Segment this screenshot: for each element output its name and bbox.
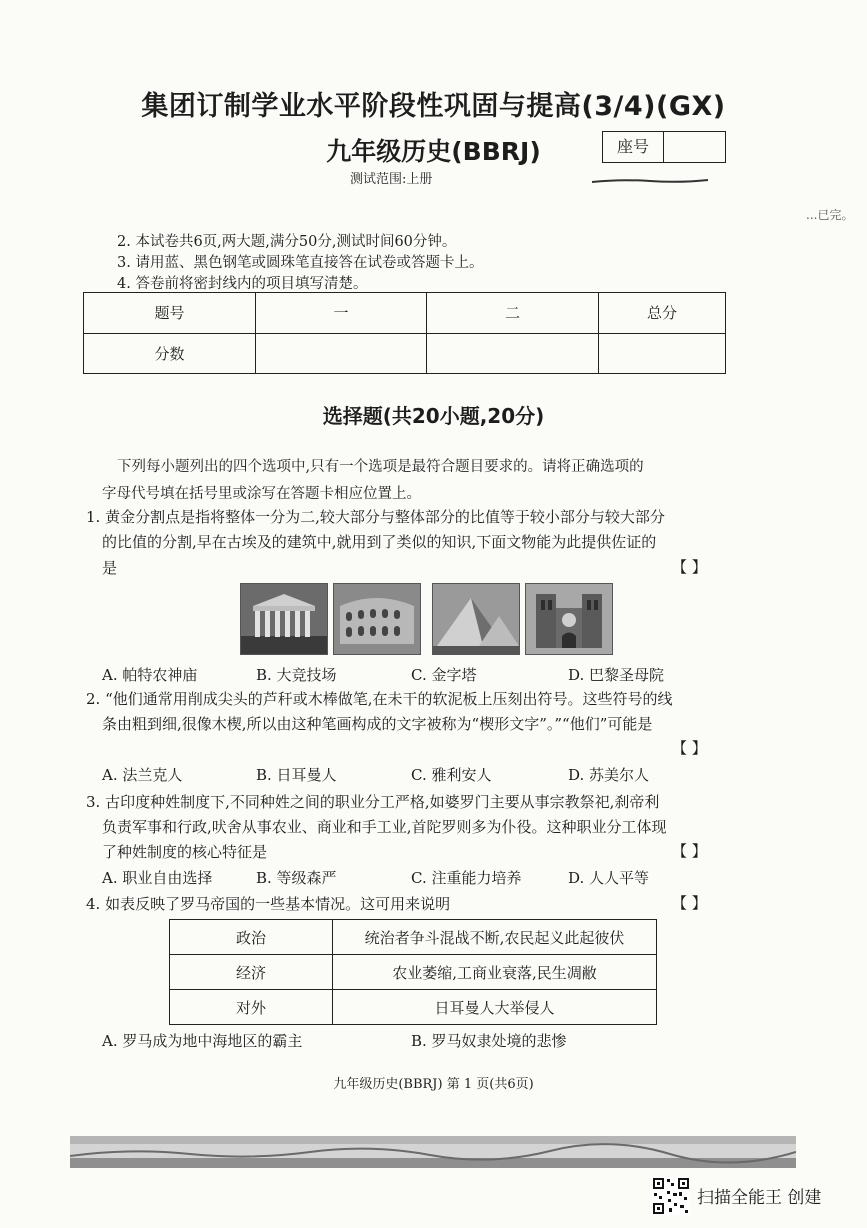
seat-label: 座号	[603, 132, 664, 162]
section-intro-2: 字母代号填在括号里或涂写在答题卡相应位置上。	[102, 486, 421, 502]
q1-option-b[interactable]: B. 大竞技场	[256, 666, 337, 684]
q1-option-d[interactable]: D. 巴黎圣母院	[568, 666, 665, 684]
exam-subtitle: 九年级历史(BBRJ)	[326, 137, 541, 166]
q1-option-c[interactable]: C. 金字塔	[411, 666, 477, 684]
q3-option-d[interactable]: D. 人人平等	[568, 869, 650, 887]
rome-table-aspect: 政治	[170, 920, 333, 955]
page-footer: 九年级历史(BBRJ) 第 1 页(共6页)	[333, 1077, 534, 1092]
q4-option-b[interactable]: B. 罗马奴隶处境的悲惨	[411, 1032, 567, 1050]
q3-line-2: 负责军事和行政,吠舍从事农业、商业和手工业,首陀罗则多为仆役。这种职业分工体现	[102, 818, 667, 836]
q1-line-2: 的比值的分割,早在古埃及的建筑中,就用到了类似的知识,下面文物能为此提供佐证的	[102, 533, 657, 551]
q2-line-1: 2. “他们通常用削成尖头的芦秆或木棒做笔,在未干的软泥板上压刻出符号。这些符号的线	[86, 690, 673, 708]
score-header-item: 题号	[84, 293, 256, 334]
parthenon-photo	[240, 583, 328, 655]
instruction-4: 4. 答卷前将密封线内的项目填写清楚。	[117, 276, 368, 292]
rome-table-detail: 统治者争斗混战不断,农民起义此起彼伏	[333, 920, 657, 955]
q1-line-3: 是	[102, 559, 118, 577]
colosseum-photo	[333, 583, 421, 655]
section-intro-1: 下列每小题列出的四个选项中,只有一个选项是最符合题目要求的。请将正确选项的	[117, 459, 644, 475]
q3-option-b[interactable]: B. 等级森严	[256, 869, 337, 887]
rome-table-detail: 日耳曼人大举侵人	[333, 990, 657, 1025]
q3-answer-bracket[interactable]: 【 】	[672, 842, 707, 860]
instruction-2: 2. 本试卷共6页,两大题,满分50分,测试时间60分钟。	[117, 234, 457, 250]
q4-option-a[interactable]: A. 罗马成为地中海地区的霸主	[102, 1032, 303, 1050]
q2-option-c[interactable]: C. 雅利安人	[411, 766, 492, 784]
qr-code-icon	[652, 1177, 690, 1215]
score-table	[83, 292, 726, 374]
pen-mark	[590, 176, 710, 186]
rome-table-aspect: 经济	[170, 955, 333, 990]
cropped-note: ...已完。	[806, 208, 854, 222]
q2-option-b[interactable]: B. 日耳曼人	[256, 766, 337, 784]
seat-number-box	[602, 131, 726, 163]
q2-option-d[interactable]: D. 苏美尔人	[568, 766, 650, 784]
q3-line-3: 了种姓制度的核心特征是	[102, 843, 268, 861]
binding-edge-strip	[70, 1136, 796, 1168]
q2-line-2: 条由粗到细,很像木楔,所以由这种笔画构成的文字被称为“楔形文字”。”“他们”可能是	[102, 715, 653, 733]
q1-line-1: 1. 黄金分割点是指将整体一分为二,较大部分与整体部分的比值等于较小部分与较大部分	[86, 508, 665, 526]
q2-answer-bracket[interactable]: 【 】	[672, 739, 707, 757]
seat-number-field[interactable]	[664, 132, 725, 162]
test-scope: 测试范围:上册	[350, 172, 433, 187]
rome-table-aspect: 对外	[170, 990, 333, 1025]
score-header-part1: 一	[256, 293, 427, 334]
score-header-total: 总分	[599, 293, 726, 334]
q3-option-a[interactable]: A. 职业自由选择	[102, 869, 213, 887]
rome-table-detail: 农业萎缩,工商业衰落,民生凋敝	[333, 955, 657, 990]
instruction-3: 3. 请用蓝、黑色钢笔或圆珠笔直接答在试卷或答题卡上。	[117, 255, 484, 271]
q3-line-1: 3. 古印度种姓制度下,不同种姓之间的职业分工严格,如婆罗门主要从事宗教祭祀,刹帝利	[86, 793, 660, 811]
q2-option-a[interactable]: A. 法兰克人	[102, 766, 183, 784]
section-title: 选择题(共20小题,20分)	[322, 404, 545, 428]
q4-line-1: 4. 如表反映了罗马帝国的一些基本情况。这可用来说明	[86, 895, 451, 913]
q4-answer-bracket[interactable]: 【 】	[672, 894, 707, 912]
score-header-part2: 二	[427, 293, 599, 334]
notre-dame-photo	[525, 583, 613, 655]
scanner-watermark: 扫描全能王 创建	[697, 1188, 822, 1208]
q3-option-c[interactable]: C. 注重能力培养	[411, 869, 522, 887]
score-cell[interactable]	[599, 333, 726, 374]
q1-answer-bracket[interactable]: 【 】	[672, 558, 707, 576]
q1-option-a[interactable]: A. 帕特农神庙	[102, 666, 198, 684]
pyramid-photo	[432, 583, 520, 655]
exam-title: 集团订制学业水平阶段性巩固与提高(3/4)(GX)	[141, 91, 726, 122]
score-cell[interactable]	[427, 333, 599, 374]
rome-situation-table	[169, 919, 657, 1025]
score-cell[interactable]	[256, 333, 427, 374]
score-row-label: 分数	[84, 333, 256, 374]
